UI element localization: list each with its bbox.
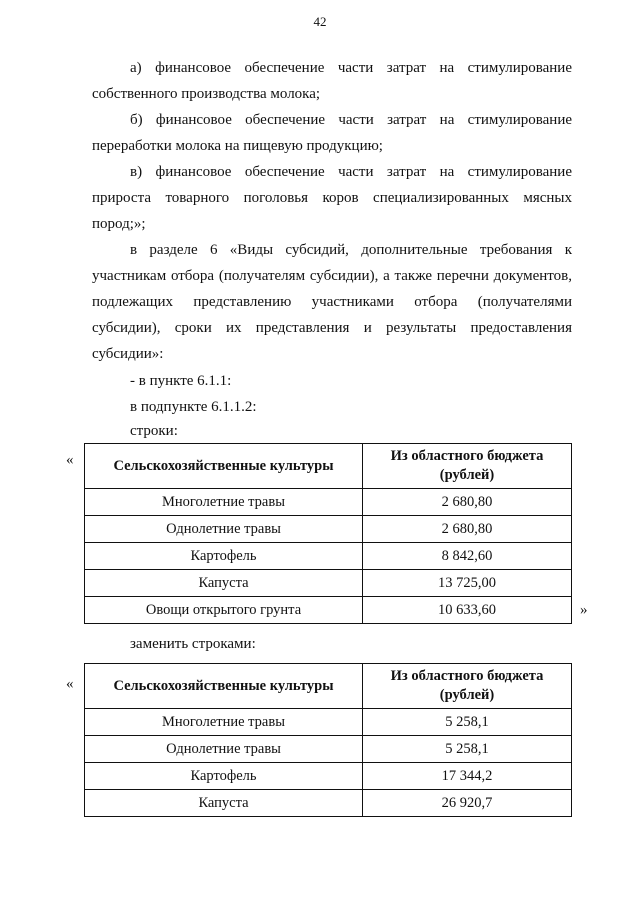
point-6-1-1: - в пункте 6.1.1: bbox=[130, 373, 232, 389]
page-number: 42 bbox=[313, 14, 327, 29]
crop-cell: Однолетние травы bbox=[85, 516, 363, 543]
table-header-row bbox=[85, 664, 572, 709]
rows-label: строки: bbox=[130, 423, 178, 439]
amount-cell: 26 920,7 bbox=[363, 790, 572, 817]
amount-cell: 8 842,60 bbox=[363, 543, 572, 570]
column-header-budget: Из областного бюджета (рублей) bbox=[363, 444, 572, 489]
table-row bbox=[85, 543, 572, 570]
amount-cell: 17 344,2 bbox=[363, 763, 572, 790]
table-row bbox=[85, 736, 572, 763]
crop-cell: Овощи открытого грунта bbox=[85, 597, 363, 624]
table-row bbox=[85, 597, 572, 624]
column-header-crops: Сельскохозяйственные культуры bbox=[85, 444, 363, 489]
crop-cell: Однолетние травы bbox=[85, 736, 363, 763]
old-rows-table bbox=[84, 443, 572, 624]
table-row bbox=[85, 489, 572, 516]
closing-quote: » bbox=[580, 602, 588, 618]
replace-label: заменить строками: bbox=[130, 636, 256, 652]
column-header-budget: Из областного бюджета (рублей) bbox=[363, 664, 572, 709]
paragraph-section-6: в разделе 6 «Виды субсидий, дополнительные требования к участникам отбора (получателям субсидии), а также перечни документов, подлежащих представлению участниками отбора (получателями субсидии), сроки их представления и результаты предоставления субсидии»: bbox=[92, 242, 572, 362]
paragraph-a: а) финансовое обеспечение части затрат на стимулирование собственного производства молока; bbox=[92, 60, 572, 102]
crop-cell: Картофель bbox=[85, 763, 363, 790]
table-row bbox=[85, 763, 572, 790]
amount-cell: 10 633,60 bbox=[363, 597, 572, 624]
crop-cell: Многолетние травы bbox=[85, 709, 363, 736]
subpoint-6-1-1-2: в подпункте 6.1.1.2: bbox=[130, 399, 257, 415]
paragraph-v: в) финансовое обеспечение части затрат на стимулирование прироста товарного поголовья коров специализированных мясных пород;»; bbox=[92, 164, 572, 232]
table-row bbox=[85, 790, 572, 817]
table-row bbox=[85, 709, 572, 736]
opening-quote-2: « bbox=[66, 676, 74, 692]
amount-cell: 2 680,80 bbox=[363, 489, 572, 516]
table-header-row bbox=[85, 444, 572, 489]
crop-cell: Многолетние травы bbox=[85, 489, 363, 516]
amount-cell: 13 725,00 bbox=[363, 570, 572, 597]
opening-quote: « bbox=[66, 452, 74, 468]
amount-cell: 5 258,1 bbox=[363, 736, 572, 763]
crop-cell: Картофель bbox=[85, 543, 363, 570]
column-header-crops: Сельскохозяйственные культуры bbox=[85, 664, 363, 709]
crop-cell: Капуста bbox=[85, 570, 363, 597]
paragraph-b: б) финансовое обеспечение части затрат на стимулирование переработки молока на пищевую продукцию; bbox=[92, 112, 572, 154]
crop-cell: Капуста bbox=[85, 790, 363, 817]
new-rows-table bbox=[84, 663, 572, 817]
amount-cell: 5 258,1 bbox=[363, 709, 572, 736]
amount-cell: 2 680,80 bbox=[363, 516, 572, 543]
table-row bbox=[85, 516, 572, 543]
table-row bbox=[85, 570, 572, 597]
